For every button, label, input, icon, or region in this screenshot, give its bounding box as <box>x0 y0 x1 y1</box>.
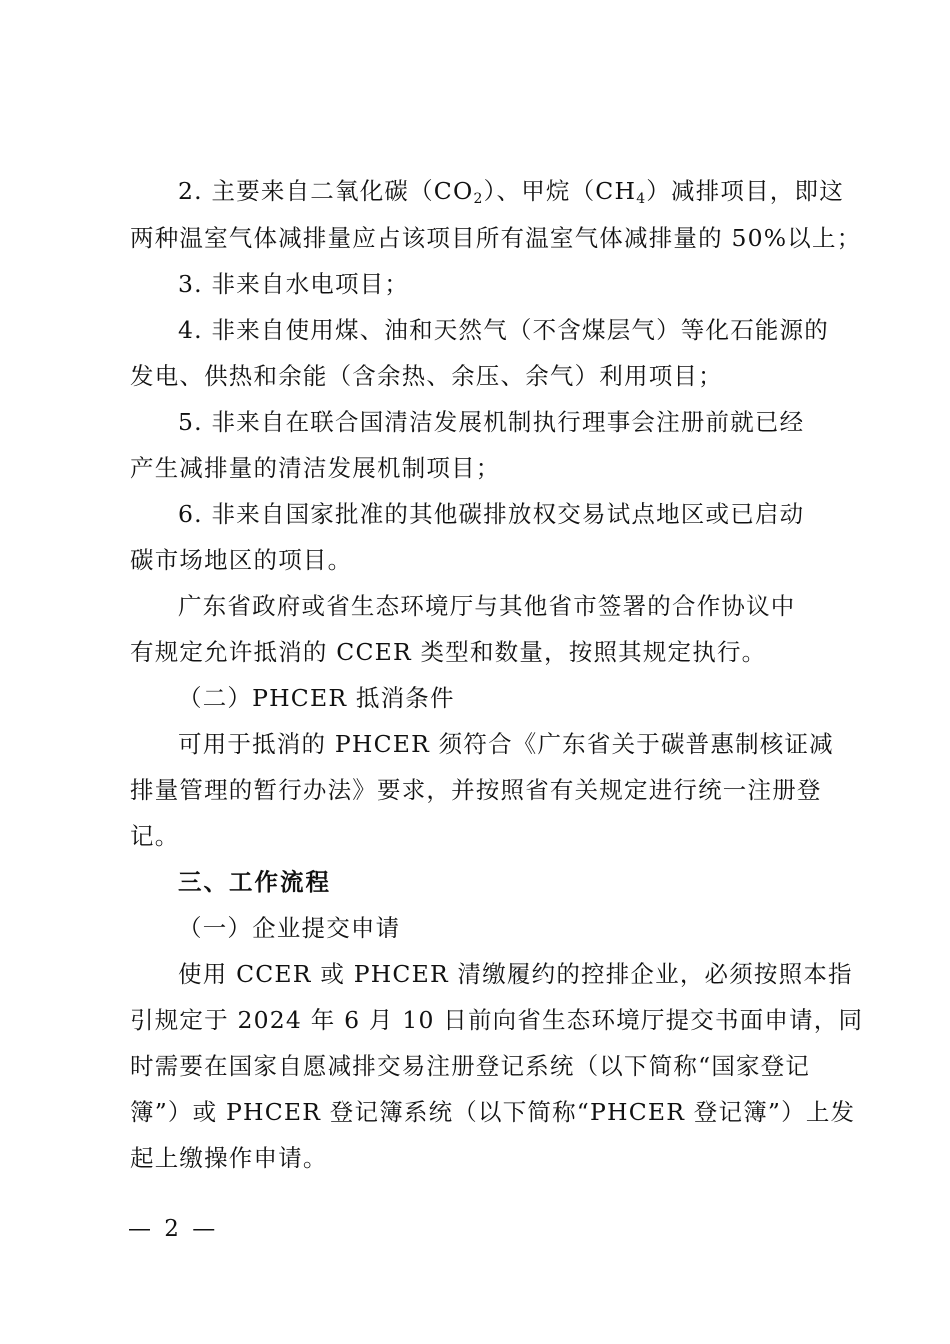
paragraph-submit-line-2: 引规定于 2024 年 6 月 10 日前向省生态环境厅提交书面申请，同 <box>130 1006 864 1034</box>
paragraph-phcer-line-2: 排量管理的暂行办法》要求，并按照省有关规定进行统一注册登 <box>130 776 822 804</box>
paragraph-item-4-line-1: 4. 非来自使用煤、油和天然气（不含煤层气）等化石能源的 <box>178 316 829 344</box>
paragraph-submit-line-1: 使用 CCER 或 PHCER 清缴履约的控排企业，必须按照本指 <box>178 960 853 988</box>
item-2-text-b: ）、甲烷（CH <box>483 177 637 205</box>
paragraph-submit-line-3: 时需要在国家自愿减排交易注册登记系统（以下简称“国家登记 <box>130 1052 811 1080</box>
paragraph-item-2-line-1 <box>178 176 844 207</box>
paragraph-phcer-line-3: 记。 <box>130 822 180 850</box>
paragraph-item-6-line-2: 碳市场地区的项目。 <box>130 546 353 574</box>
subsection-heading-submit: （一）企业提交申请 <box>178 914 401 942</box>
co2-subscript: 2 <box>473 191 484 207</box>
item-2-text-a: 2. 主要来自二氧化碳（CO <box>178 177 474 205</box>
paragraph-item-6-line-1: 6. 非来自国家批准的其他碳排放权交易试点地区或已启动 <box>178 500 805 528</box>
item-2-text-c: ）减排项目，即这 <box>646 177 844 205</box>
paragraph-agreement-line-1: 广东省政府或省生态环境厅与其他省市签署的合作协议中 <box>178 592 796 620</box>
paragraph-submit-line-5: 起上缴操作申请。 <box>130 1144 328 1172</box>
paragraph-item-5-line-2: 产生减排量的清洁发展机制项目； <box>130 454 501 482</box>
subsection-heading-phcer: （二）PHCER 抵消条件 <box>178 684 455 712</box>
paragraph-submit-line-4: 簿”）或 PHCER 登记簿系统（以下简称“PHCER 登记簿”）上发 <box>130 1098 856 1126</box>
section-heading-workflow: 三、工作流程 <box>178 868 331 896</box>
paragraph-item-4-line-2: 发电、供热和余能（含余热、余压、余气）利用项目； <box>130 362 723 390</box>
paragraph-agreement-line-2: 有规定允许抵消的 CCER 类型和数量，按照其规定执行。 <box>130 638 767 666</box>
paragraph-phcer-line-1: 可用于抵消的 PHCER 须符合《广东省关于碳普惠制核证减 <box>178 730 834 758</box>
paragraph-item-5-line-1: 5. 非来自在联合国清洁发展机制执行理事会注册前就已经 <box>178 408 805 436</box>
page-number: — 2 — <box>128 1216 219 1242</box>
paragraph-item-2-line-2: 两种温室气体减排量应占该项目所有温室气体减排量的 50%以上； <box>130 224 862 252</box>
ch4-subscript: 4 <box>636 191 647 207</box>
paragraph-item-3: 3. 非来自水电项目； <box>178 270 410 298</box>
